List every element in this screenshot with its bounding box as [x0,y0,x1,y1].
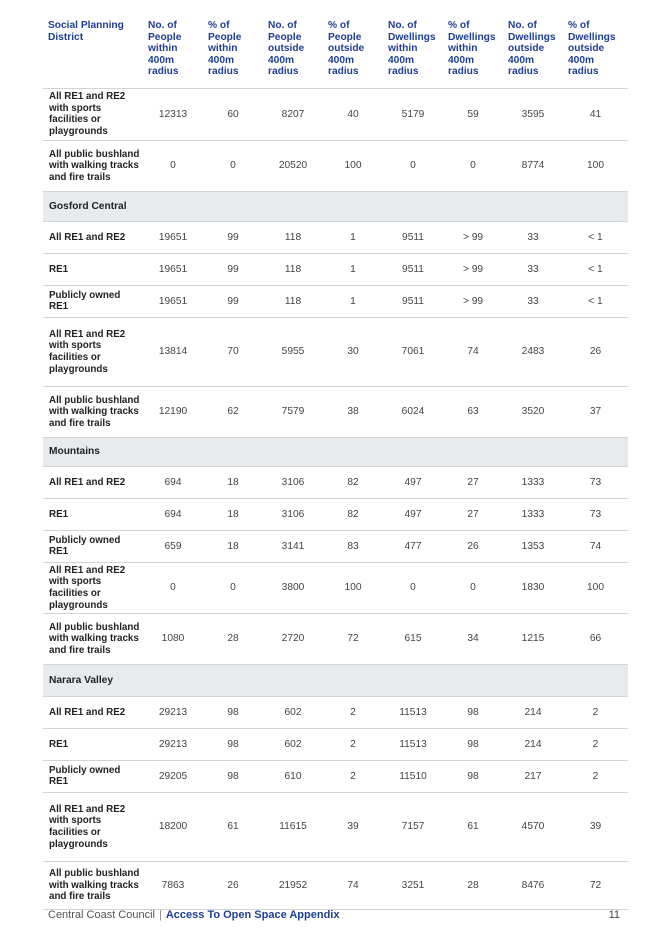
cell-value: 98 [443,728,503,760]
cell-value: 118 [263,221,323,253]
cell-value: 83 [323,530,383,562]
cell-value: 11510 [383,760,443,792]
cell-value: 33 [503,221,563,253]
header-people-outside: No. of People outside 400m radius [263,18,323,88]
row-label: Publicly owned RE1 [43,285,143,317]
cell-value: 33 [503,253,563,285]
row-label: All RE1 and RE2 with sports facilities or playgrounds [43,88,143,140]
cell-value: 7863 [143,861,203,909]
cell-value: 497 [383,466,443,498]
cell-value: 3800 [263,562,323,613]
cell-value: 615 [383,613,443,664]
cell-value: 73 [563,498,628,530]
cell-value: 62 [203,386,263,437]
cell-value: 1215 [503,613,563,664]
cell-value: 39 [563,792,628,861]
row-label: RE1 [43,498,143,530]
cell-value: 39 [323,792,383,861]
cell-value: 11513 [383,728,443,760]
row-label: Publicly owned RE1 [43,530,143,562]
header-pct-dwellings-outside: % of Dwellings outside 400m radius [563,18,628,88]
cell-value: 100 [323,140,383,191]
cell-value: 59 [443,88,503,140]
cell-value: 1 [323,253,383,285]
cell-value: 694 [143,466,203,498]
cell-value: 74 [563,530,628,562]
cell-value: 100 [323,562,383,613]
cell-value: 60 [203,88,263,140]
table-row [43,466,628,498]
cell-value: 21952 [263,861,323,909]
cell-value: 98 [203,760,263,792]
header-dwellings-outside: No. of Dwellings outside 400m radius [503,18,563,88]
cell-value: 27 [443,466,503,498]
cell-value: 33 [503,285,563,317]
header-pct-dwellings-within: % of Dwellings within 400m radius [443,18,503,88]
cell-value: 8476 [503,861,563,909]
cell-value: 1333 [503,498,563,530]
footer-org: Central Coast Council [48,909,155,921]
cell-value: 99 [203,285,263,317]
section-title: Gosford Central [43,191,628,221]
cell-value: 70 [203,317,263,386]
cell-value: 18 [203,466,263,498]
cell-value: 0 [143,140,203,191]
section-header-row [43,191,628,221]
table-row [43,613,628,664]
cell-value: 40 [323,88,383,140]
cell-value: 29213 [143,728,203,760]
table-row [43,861,628,909]
cell-value: 3106 [263,466,323,498]
cell-value: 28 [203,613,263,664]
footer-document-title: Access To Open Space Appendix [165,909,340,921]
cell-value: 3595 [503,88,563,140]
cell-value: 18200 [143,792,203,861]
cell-value: 5955 [263,317,323,386]
cell-value: 2 [563,760,628,792]
cell-value: 27 [443,498,503,530]
cell-value: 659 [143,530,203,562]
cell-value: 11513 [383,696,443,728]
cell-value: 3251 [383,861,443,909]
cell-value: 82 [323,498,383,530]
cell-value: 72 [563,861,628,909]
cell-value: 18 [203,498,263,530]
cell-value: 1333 [503,466,563,498]
cell-value: < 1 [563,221,628,253]
row-label: All RE1 and RE2 with sports facilities or playgrounds [43,317,143,386]
cell-value: < 1 [563,285,628,317]
cell-value: 12190 [143,386,203,437]
cell-value: 5179 [383,88,443,140]
cell-value: 694 [143,498,203,530]
cell-value: 8207 [263,88,323,140]
cell-value: 98 [443,696,503,728]
cell-value: 602 [263,696,323,728]
cell-value: 41 [563,88,628,140]
table-row [43,285,628,317]
table-row [43,498,628,530]
cell-value: 7157 [383,792,443,861]
cell-value: 217 [503,760,563,792]
header-dwellings-within: No. of Dwellings within 400m radius [383,18,443,88]
cell-value: 1830 [503,562,563,613]
cell-value: 4570 [503,792,563,861]
cell-value: 38 [323,386,383,437]
cell-value: 100 [563,140,628,191]
cell-value: 1 [323,285,383,317]
cell-value: 34 [443,613,503,664]
cell-value: 99 [203,253,263,285]
cell-value: 18 [203,530,263,562]
page-footer [48,909,620,923]
cell-value: 0 [383,562,443,613]
cell-value: 9511 [383,253,443,285]
cell-value: 29213 [143,696,203,728]
cell-value: 1 [323,221,383,253]
cell-value: 2720 [263,613,323,664]
cell-value: 99 [203,221,263,253]
cell-value: 66 [563,613,628,664]
cell-value: 2483 [503,317,563,386]
row-label: All RE1 and RE2 [43,466,143,498]
cell-value: 214 [503,728,563,760]
header-pct-people-within: % of People within 400m radius [203,18,263,88]
cell-value: 2 [323,728,383,760]
cell-value: 0 [443,562,503,613]
section-title: Mountains [43,437,628,466]
cell-value: 12313 [143,88,203,140]
row-label: All RE1 and RE2 [43,221,143,253]
cell-value: 7061 [383,317,443,386]
row-label: All public bushland with walking tracks and fire trails [43,613,143,664]
cell-value: 2 [563,696,628,728]
cell-value: 2 [323,760,383,792]
cell-value: 30 [323,317,383,386]
table-row [43,760,628,792]
cell-value: 26 [203,861,263,909]
row-label: RE1 [43,253,143,285]
row-label: Publicly owned RE1 [43,760,143,792]
cell-value: 3106 [263,498,323,530]
cell-value: 8774 [503,140,563,191]
open-space-access-table [43,18,628,910]
cell-value: 73 [563,466,628,498]
cell-value: 98 [203,728,263,760]
cell-value: 3520 [503,386,563,437]
page-number: 11 [608,909,620,921]
cell-value: 26 [443,530,503,562]
table-row [43,728,628,760]
table-row [43,140,628,191]
row-label: All public bushland with walking tracks and fire trails [43,140,143,191]
cell-value: 28 [443,861,503,909]
cell-value: 37 [563,386,628,437]
table-body [43,88,628,909]
cell-value: 7579 [263,386,323,437]
cell-value: 477 [383,530,443,562]
table-row [43,317,628,386]
row-label: All public bushland with walking tracks and fire trails [43,861,143,909]
cell-value: 61 [443,792,503,861]
header-district: Social Planning District [43,18,143,88]
header-pct-people-outside: % of People outside 400m radius [323,18,383,88]
table-row [43,386,628,437]
table-row [43,221,628,253]
cell-value: > 99 [443,253,503,285]
cell-value: 19651 [143,285,203,317]
cell-value: 497 [383,498,443,530]
cell-value: 118 [263,285,323,317]
cell-value: 2 [323,696,383,728]
cell-value: 118 [263,253,323,285]
row-label: All RE1 and RE2 with sports facilities or playgrounds [43,792,143,861]
cell-value: 26 [563,317,628,386]
cell-value: 0 [383,140,443,191]
cell-value: 100 [563,562,628,613]
cell-value: 1353 [503,530,563,562]
row-label: All RE1 and RE2 [43,696,143,728]
cell-value: 9511 [383,285,443,317]
section-header-row [43,664,628,696]
table-row [43,530,628,562]
cell-value: 74 [323,861,383,909]
cell-value: 19651 [143,253,203,285]
cell-value: 610 [263,760,323,792]
table-row [43,253,628,285]
cell-value: 11615 [263,792,323,861]
cell-value: 1080 [143,613,203,664]
cell-value: 82 [323,466,383,498]
cell-value: > 99 [443,221,503,253]
cell-value: 9511 [383,221,443,253]
cell-value: 0 [203,140,263,191]
row-label: RE1 [43,728,143,760]
cell-value: 63 [443,386,503,437]
cell-value: 6024 [383,386,443,437]
table-row [43,792,628,861]
table-row [43,562,628,613]
cell-value: 98 [203,696,263,728]
cell-value: 20520 [263,140,323,191]
row-label: All RE1 and RE2 with sports facilities or playgrounds [43,562,143,613]
cell-value: 98 [443,760,503,792]
cell-value: 72 [323,613,383,664]
cell-value: 0 [443,140,503,191]
table-row [43,696,628,728]
cell-value: 602 [263,728,323,760]
row-label: All public bushland with walking tracks and fire trails [43,386,143,437]
section-header-row [43,437,628,466]
cell-value: 61 [203,792,263,861]
cell-value: 2 [563,728,628,760]
header-people-within: No. of People within 400m radius [143,18,203,88]
cell-value: < 1 [563,253,628,285]
table-header-row [43,18,628,88]
cell-value: 29205 [143,760,203,792]
table-row [43,88,628,140]
cell-value: 3141 [263,530,323,562]
section-title: Narara Valley [43,664,628,696]
cell-value: 0 [203,562,263,613]
cell-value: 0 [143,562,203,613]
cell-value: 74 [443,317,503,386]
cell-value: 214 [503,696,563,728]
footer-separator: | [159,909,162,921]
cell-value: > 99 [443,285,503,317]
cell-value: 13814 [143,317,203,386]
cell-value: 19651 [143,221,203,253]
